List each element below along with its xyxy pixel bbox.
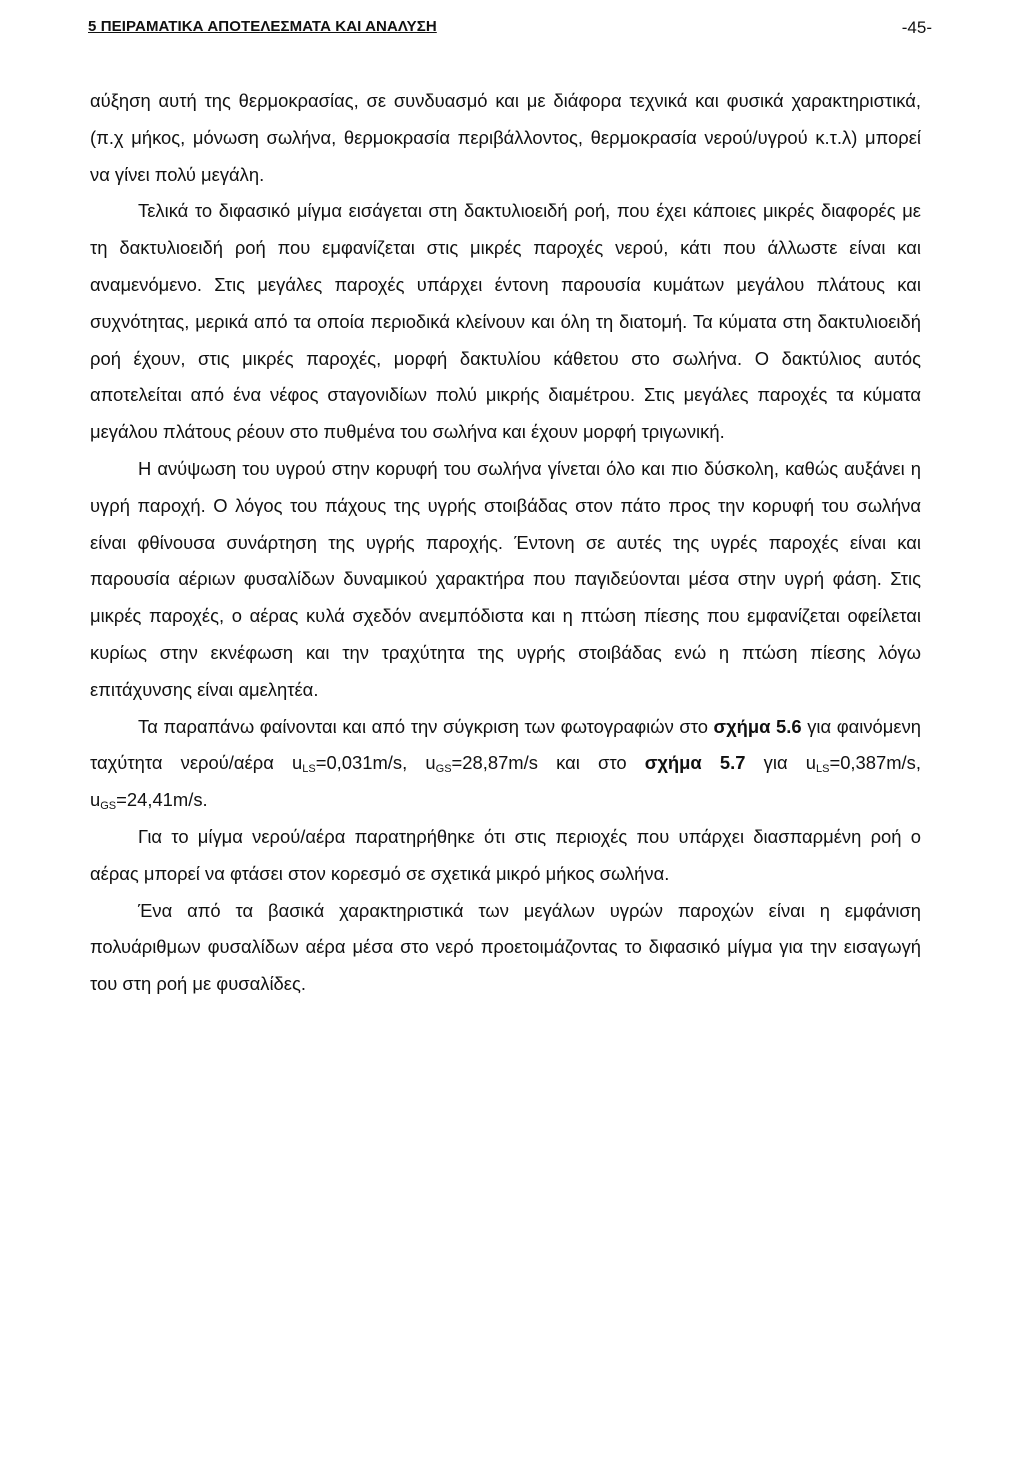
text-run: για φαινόμενη ταχύτητα νερού/αέρα u [90, 715, 921, 774]
subscript: GS [100, 800, 117, 813]
text-run: =0,387m/s, u [90, 752, 921, 811]
subscript: LS [302, 763, 316, 776]
paragraph-liquid-rise: Η ανύψωση του υγρού στην κορυφή του σωλήνα γίνεται όλο και πιο δύσκολη, καθώς αυξάνει η υγρή παροχή. Ο λόγος του πάχους της υγρής στοιβάδας στον πάτο προς την κορυφή του σωλήνα είναι φθίνουσα συνάρτηση της υγρής παροχής. Έντονη σε αυτές της υγρές παροχές είναι και παρουσία αέριων φυσαλίδων δυναμικού χαρακτήρα που παγιδεύονται μέσα στην υγρή φάση. Στις μικρές παροχές, ο αέρας κυλά σχεδόν ανεμπόδιστα και η πτώση πίεσης που εμφανίζεται οφείλεται κυρίως στην εκνέφωση και την τραχύτητα της υγρής στοιβάδας ενώ η πτώση πίεσης λόγω επιτάχυνσης είναι αμελητέα. [90, 457, 921, 700]
paragraph-saturation: Για το μίγμα νερού/αέρα παρατηρήθηκε ότι στις περιοχές που υπάρχει διασπαρμένη ροή ο αέρας μπορεί να φτάσει στον κορεσμό σε σχετικά μικρό μήκος σωλήνα. [90, 825, 921, 884]
figure-reference: σχήμα 5.6 [713, 715, 802, 737]
text-run: =0,031m/s, u [315, 752, 436, 774]
body-text [90, 83, 921, 1003]
text-run: =28,87m/s και στο [451, 752, 645, 774]
text-run: για u [745, 752, 816, 774]
subscript: LS [816, 763, 830, 776]
text-run: =24,41m/s. [116, 789, 208, 811]
subscript: GS [435, 763, 452, 776]
paragraph-annular-flow: Τελικά το διφασικό μίγμα εισάγεται στη δακτυλιοειδή ροή, που έχει κάποιες μικρές διαφορές με τη δακτυλιοειδή ροή που εμφανίζεται στις μικρές παροχές νερού, κάτι που άλλωστε είναι και αναμενόμενο. Στις μεγάλες παροχές υπάρχει έντονη παρουσία κυμάτων μεγάλου πλάτους και συχνότητας, μερικά από τα οποία περιοδικά κλείνουν και όλη τη διατομή. Τα κύματα στη δακτυλιοειδή ροή έχουν, στις μικρές παροχές, μορφή δακτυλίου κάθετου στο σωλήνα. Ο δακτύλιος αυτός αποτελείται από ένα νέφος σταγονιδίων πολύ μικρής διαμέτρου. Στις μεγάλες παροχές τα κύματα μεγάλου πλάτους ρέουν στο πυθμένα του σωλήνα και έχουν μορφή τριγωνική. [90, 200, 921, 443]
paragraph-continuation: αύξηση αυτή της θερμοκρασίας, σε συνδυασμό και με διάφορα τεχνικά και φυσικά χαρακτηριστικά, (π.χ μήκος, μόνωση σωλήνα, θερμοκρασία περιβάλλοντος, θερμοκρασία νερού/υγρού κ.τ.λ) μπορεί να γίνει πολύ μεγάλη. [90, 90, 921, 185]
page-header [88, 14, 932, 42]
text-run: Τα παραπάνω φαίνονται και από την σύγκριση των φωτογραφιών στο [138, 715, 714, 737]
chapter-title: 5 ΠΕΙΡΑΜΑΤΙΚΑ ΑΠΟΤΕΛΕΣΜΑΤΑ ΚΑΙ ΑΝΑΛΥΣΗ [88, 18, 437, 35]
figure-reference: σχήμα 5.7 [644, 752, 746, 774]
page-number: -45- [901, 18, 932, 37]
paragraph-figure-comparison [90, 709, 921, 819]
paragraph-bubbles: Ένα από τα βασικά χαρακτηριστικά των μεγάλων υγρών παροχών είναι η εμφάνιση πολυάριθμων φυσαλίδων αέρα μέσα στο νερό προετοιμάζοντας το διφασικό μίγμα για την εισαγωγή του στη ροή με φυσαλίδες. [90, 899, 921, 995]
